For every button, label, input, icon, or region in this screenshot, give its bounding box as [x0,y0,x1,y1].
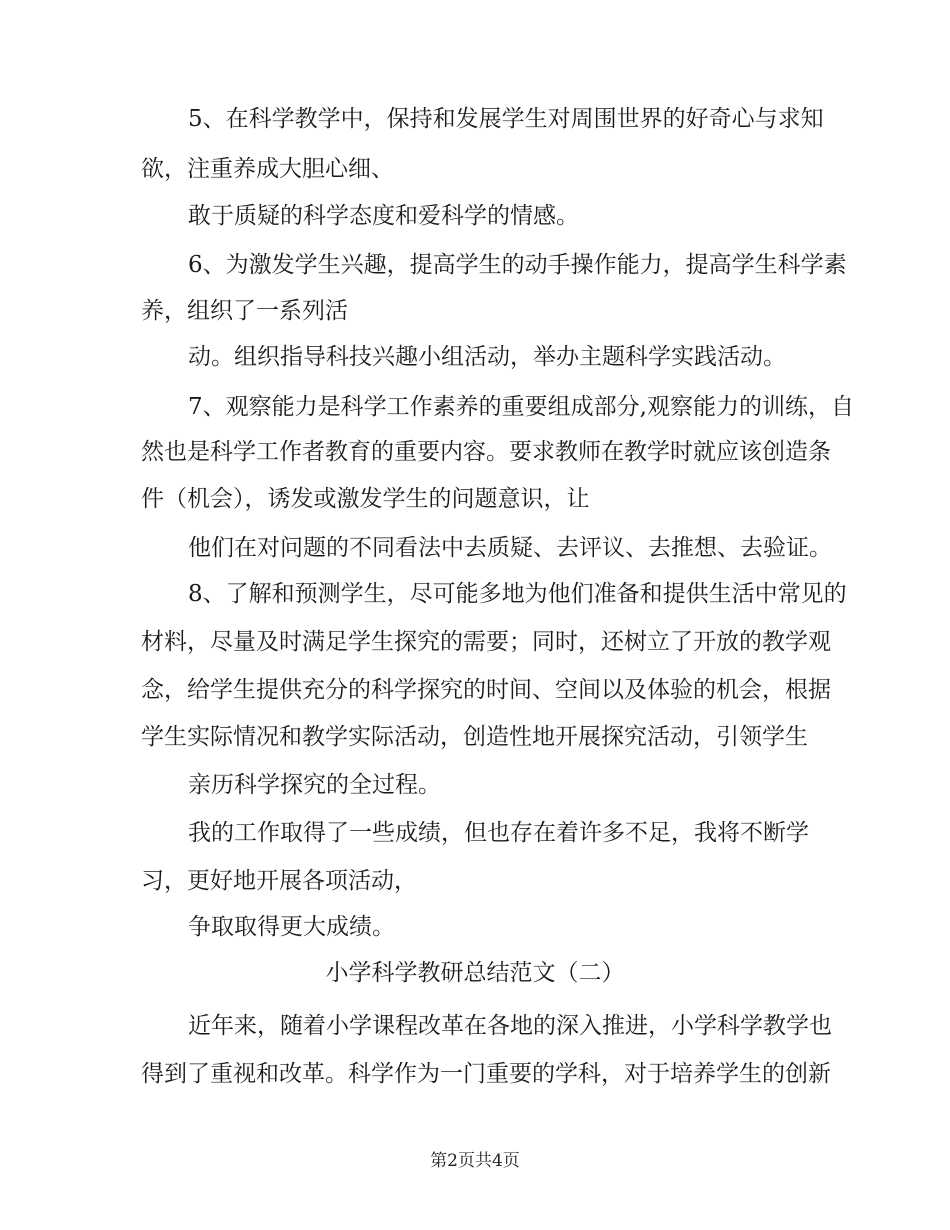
conclusion-line-1: 我的工作取得了一些成绩，但也存在着许多不足，我将不断学 [188,820,809,846]
paragraph-5-line-1: 5、在科学教学中，保持和发展学生对周围世界的好奇心与求知 [188,106,824,132]
page-number: 第2页共4页 [430,1151,520,1171]
paragraph-7-line-1: 7、观察能力是科学工作素养的重要组成部分,观察能力的训练，自 [188,394,854,420]
intro-line-1: 近年来，随着小学课程改革在各地的深入推进，小学科学教学也 [188,1013,832,1039]
paragraph-8-line-5: 亲历科学探究的全过程。 [188,772,441,798]
paragraph-6-line-1: 6、为激发学生兴趣，提高学生的动手操作能力，提高学生科学素 [188,252,847,278]
conclusion-line-3: 争取取得更大成绩。 [188,914,395,940]
paragraph-8-line-1: 8、了解和预测学生，尽可能多地为他们准备和提供生活中常见的 [188,581,847,607]
paragraph-8-line-3: 念，给学生提供充分的科学探究的时间、空间以及体验的机会，根据 [141,677,831,703]
paragraph-7-line-4: 他们在对问题的不同看法中去质疑、去评议、去推想、去验证。 [188,535,832,561]
paragraph-6-line-2: 养，组织了一系列活 [141,298,348,324]
paragraph-5-line-2: 欲，注重养成大胆心细、 [141,156,394,182]
paragraph-5-line-3: 敢于质疑的科学态度和爱科学的情感。 [188,203,579,229]
paragraph-8-line-4: 学生实际情况和教学实际活动，创造性地开展探究活动，引领学生 [141,724,808,750]
section-title: 小学科学教研总结范文（二） [325,960,625,986]
paragraph-8-line-2: 材料，尽量及时满足学生探究的需要；同时，还树立了开放的教学观 [141,629,831,655]
paragraph-7-line-2: 然也是科学工作者教育的重要内容。要求教师在教学时就应该创造条 [141,439,831,465]
intro-line-2: 得到了重视和改革。科学作为一门重要的学科，对于培养学生的创新 [141,1061,831,1087]
conclusion-line-2: 习，更好地开展各项活动， [141,868,417,894]
paragraph-7-line-3: 件（机会），诱发或激发学生的问题意识，让 [141,486,590,512]
paragraph-6-line-3: 动。组织指导科技兴趣小组活动，举办主题科学实践活动。 [188,344,786,370]
